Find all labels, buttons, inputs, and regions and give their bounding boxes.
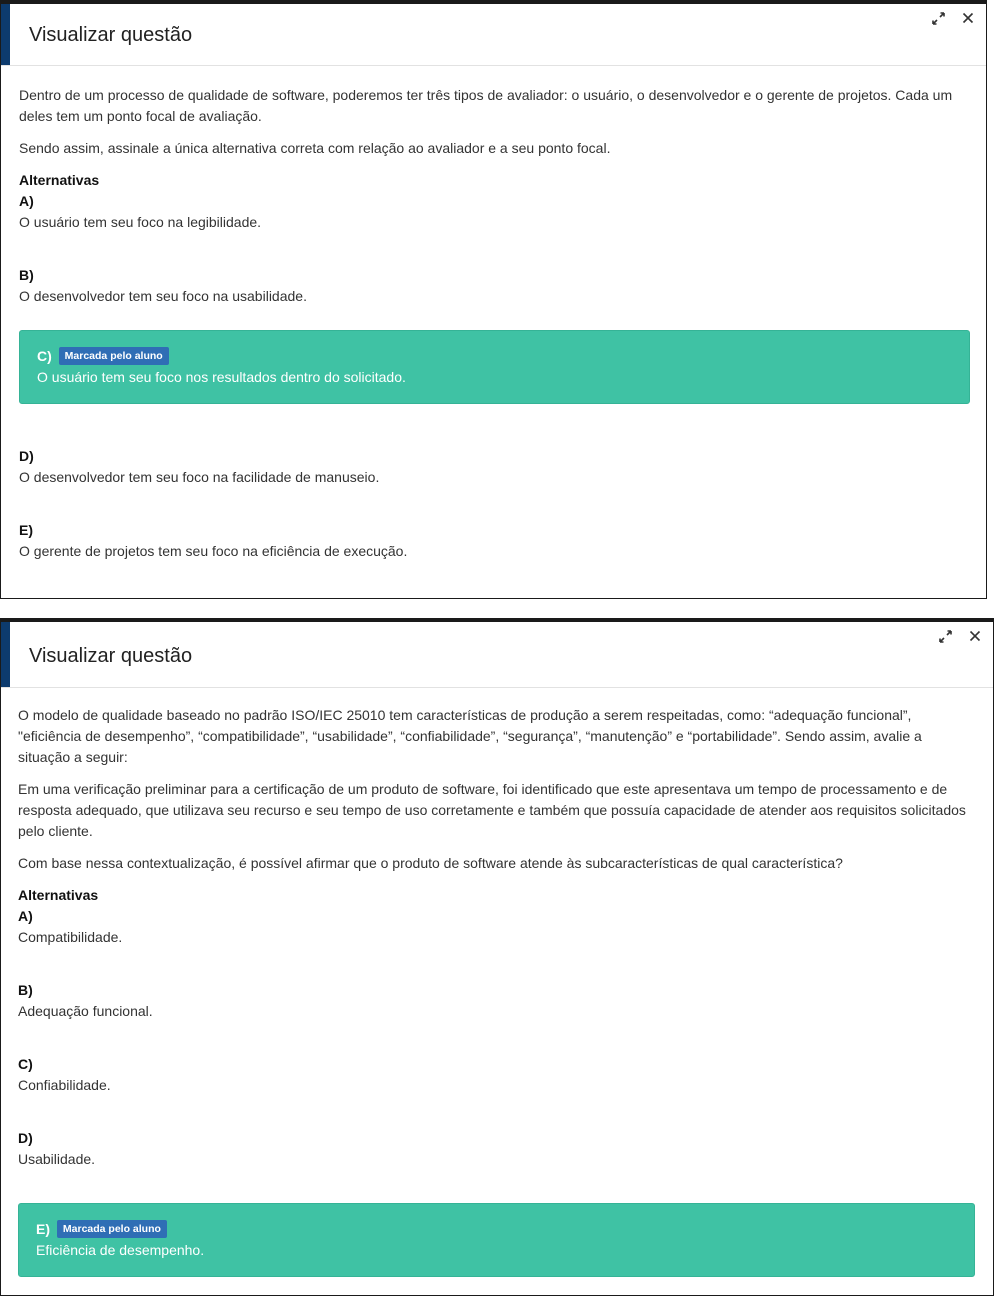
alternative-letter: A) [19,193,34,209]
close-icon[interactable] [960,10,976,26]
alternative-text: Adequação funcional. [18,1003,153,1019]
modal-title: Visualizar questão [29,24,193,46]
header-actions [937,628,983,644]
alternative-text: Compatibilidade. [18,929,123,945]
close-icon[interactable] [967,628,983,644]
alternative-a[interactable] [18,906,975,948]
alternative-letter: C) [37,348,52,364]
question-modal-2 [0,618,994,1296]
alternatives-title: Alternativas [19,172,100,188]
alternative-text: Usabilidade. [18,1151,96,1167]
alternative-b[interactable] [19,265,970,307]
alternative-text: O gerente de projetos tem seu foco na eficiência de execução. [19,543,408,559]
alternative-c[interactable] [18,1054,975,1096]
alternative-d[interactable] [18,1128,975,1170]
alternative-b[interactable] [18,980,975,1022]
question-paragraph: Sendo assim, assinale a única alternativa correta com relação ao avaliador e a seu ponto focal. [19,140,611,156]
question-paragraph: Dentro de um processo de qualidade de software, poderemos ter três tipos de avaliador: o usuário, o desenvolvedor e o gerente de projetos. Cada um deles tem um ponto focal de avaliação. [19,87,953,124]
header-actions [930,10,976,26]
modal-title: Visualizar questão [29,645,193,667]
header-accent-bar [1,622,10,687]
alternative-letter: E) [19,522,33,538]
question-paragraph: O modelo de qualidade baseado no padrão ISO/IEC 25010 tem características de produção a serem respeitadas, como: “adequação funcional”, "eficiência de desempenho”, “compatibilidade”, “usabilidade”, “confiabilidade”, “segurança”, “manutenção” e “portabilidade”. Sendo assim, avalie a situação a seguir: [18,707,922,765]
modal-body [1,705,993,1277]
alternative-letter: E) [36,1221,50,1237]
alternative-c-selected[interactable] [19,330,970,404]
alternative-letter: D) [19,448,34,464]
alternative-text: O usuário tem seu foco nos resultados dentro do solicitado. [37,369,406,385]
alternative-e[interactable] [19,520,970,562]
alternative-text: O desenvolvedor tem seu foco na usabilidade. [19,288,307,304]
alternative-letter: B) [19,267,34,283]
marked-by-student-badge: Marcada pelo aluno [59,347,169,365]
alternatives-title: Alternativas [18,887,99,903]
alternative-text: Eficiência de desempenho. [36,1242,205,1258]
alternative-letter: A) [18,908,33,924]
alternative-e-selected[interactable] [18,1203,975,1277]
alternative-d[interactable] [19,446,970,488]
alternative-a[interactable] [19,191,970,233]
alternative-letter: C) [18,1056,33,1072]
question-paragraph: Em uma verificação preliminar para a certificação de um produto de software, foi identificado que este apresentava um tempo de processamento e de resposta adequado, que utilizava seu recurso e seu tempo de uso corretamente e também que possuía capacidade de atender aos requisitos solicitados pelo cliente. [18,781,966,839]
marked-by-student-badge: Marcada pelo aluno [57,1220,167,1238]
alternative-text: O usuário tem seu foco na legibilidade. [19,214,262,230]
question-modal-1 [0,0,987,599]
question-paragraph: Com base nessa contextualização, é possível afirmar que o produto de software atende às subcaracterísticas de qual característica? [18,855,843,871]
alternative-text: O desenvolvedor tem seu foco na facilidade de manuseio. [19,469,380,485]
expand-icon[interactable] [937,628,953,644]
alternative-letter: B) [18,982,33,998]
header-accent-bar [1,4,10,65]
modal-body [1,85,986,562]
alternative-letter: D) [18,1130,33,1146]
modal-header [1,4,986,66]
modal-header [1,622,993,688]
expand-icon[interactable] [930,10,946,26]
alternative-text: Confiabilidade. [18,1077,111,1093]
